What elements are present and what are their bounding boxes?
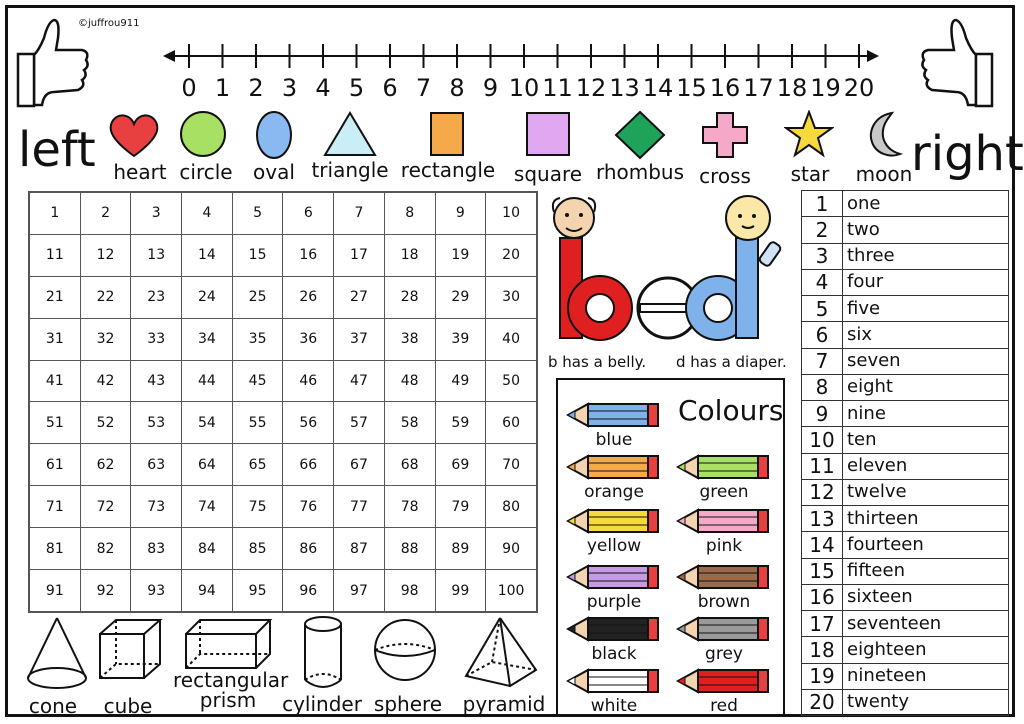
- number-line-label: 1: [214, 74, 231, 102]
- triangle-icon: [322, 110, 378, 158]
- hundred-chart-cell: 70: [486, 444, 537, 486]
- hundred-chart-cell: 81: [30, 528, 81, 570]
- hundred-chart-cell: 65: [232, 444, 283, 486]
- number-line-label: 9: [482, 74, 499, 102]
- number-line-label: 14: [642, 74, 674, 102]
- hundred-chart-row: [30, 318, 537, 360]
- d-caption: d has a diaper.: [676, 353, 787, 371]
- hundred-chart-cell: 29: [435, 276, 486, 318]
- left-label: left: [18, 122, 96, 178]
- shape-label-oval: oval: [253, 160, 295, 184]
- number-word-numeral: 10: [802, 427, 843, 453]
- shape-label-heart: heart: [113, 160, 167, 184]
- number-line-label: 3: [281, 74, 298, 102]
- number-word-row: [802, 453, 1009, 479]
- number-word-numeral: 8: [802, 374, 843, 400]
- number-word-row: [802, 243, 1009, 269]
- number-word-text: thirteen: [843, 506, 1009, 532]
- pencil-black-icon: [566, 616, 661, 642]
- number-word-text: one: [843, 191, 1009, 217]
- number-word-text: two: [843, 217, 1009, 243]
- hundred-chart-cell: 5: [232, 193, 283, 235]
- number-word-row: [802, 532, 1009, 558]
- hundred-chart-cell: 85: [232, 528, 283, 570]
- number-word-text: fourteen: [843, 532, 1009, 558]
- cross-icon: [700, 110, 750, 160]
- rectangle-icon: [428, 110, 466, 158]
- hundred-chart-cell: 8: [384, 193, 435, 235]
- pencil-brown-icon: [676, 564, 771, 590]
- hundred-chart-cell: 35: [232, 318, 283, 360]
- hundred-chart-cell: 78: [384, 486, 435, 528]
- hundred-chart-cell: 86: [283, 528, 334, 570]
- pencil-yellow-icon: [566, 508, 661, 534]
- bed-letters-panel: [540, 190, 795, 375]
- number-word-row: [802, 191, 1009, 217]
- hundred-chart-cell: 58: [384, 402, 435, 444]
- shapes-row: [108, 110, 918, 190]
- hundred-chart-cell: 66: [283, 444, 334, 486]
- hundred-chart-cell: 49: [435, 360, 486, 402]
- number-word-row: [802, 427, 1009, 453]
- solid-label-cube: cube: [103, 694, 153, 718]
- hundred-chart-cell: 71: [30, 486, 81, 528]
- hundred-chart-cell: 44: [182, 360, 233, 402]
- number-word-row: [802, 637, 1009, 663]
- hundred-chart-cell: 36: [283, 318, 334, 360]
- number-word-row: [802, 348, 1009, 374]
- hundred-chart-cell: 73: [131, 486, 182, 528]
- pencil-white-icon: [566, 668, 661, 694]
- number-word-text: ten: [843, 427, 1009, 453]
- hundred-chart-cell: 48: [384, 360, 435, 402]
- b-caption: b has a belly.: [548, 353, 647, 371]
- hundred-chart-cell: 7: [334, 193, 385, 235]
- hundred-chart: [28, 191, 538, 613]
- hundred-chart-row: [30, 528, 537, 570]
- shape-label-triangle: triangle: [311, 158, 389, 182]
- solid-label-pyramid: pyramid: [462, 692, 546, 716]
- hundred-chart-cell: 91: [30, 570, 81, 612]
- hundred-chart-cell: 92: [80, 570, 131, 612]
- colour-label-brown: brown: [697, 592, 751, 612]
- hundred-chart-row: [30, 402, 537, 444]
- rhombus-icon: [614, 110, 666, 160]
- shape-label-cross: cross: [699, 164, 751, 188]
- number-word-row: [802, 479, 1009, 505]
- number-word-numeral: 7: [802, 348, 843, 374]
- hundred-chart-cell: 4: [182, 193, 233, 235]
- number-word-text: twenty: [843, 689, 1009, 715]
- hundred-chart-cell: 55: [232, 402, 283, 444]
- hundred-chart-cell: 60: [486, 402, 537, 444]
- number-line-label: 20: [843, 74, 875, 102]
- shape-label-moon: moon: [855, 162, 913, 186]
- bed-illustration-icon: [540, 190, 795, 350]
- hundred-chart-row: [30, 444, 537, 486]
- hundred-chart-cell: 59: [435, 402, 486, 444]
- hundred-chart-row: [30, 360, 537, 402]
- number-word-text: nineteen: [843, 663, 1009, 689]
- number-word-numeral: 20: [802, 689, 843, 715]
- number-word-row: [802, 269, 1009, 295]
- hundred-chart-cell: 25: [232, 276, 283, 318]
- hundred-chart-cell: 82: [80, 528, 131, 570]
- solid-label-sphere: sphere: [373, 692, 443, 716]
- number-word-row: [802, 584, 1009, 610]
- colour-label-yellow: yellow: [586, 536, 642, 556]
- number-words-table: [801, 190, 1009, 716]
- hundred-chart-cell: 50: [486, 360, 537, 402]
- hundred-chart-cell: 28: [384, 276, 435, 318]
- number-word-text: six: [843, 322, 1009, 348]
- hundred-chart-cell: 72: [80, 486, 131, 528]
- hundred-chart-cell: 77: [334, 486, 385, 528]
- hundred-chart-row: [30, 486, 537, 528]
- number-word-numeral: 15: [802, 558, 843, 584]
- hundred-chart-cell: 40: [486, 318, 537, 360]
- number-line: [163, 42, 883, 102]
- hundred-chart-cell: 38: [384, 318, 435, 360]
- number-word-row: [802, 322, 1009, 348]
- right-label: right: [911, 126, 1024, 182]
- pencil-blue-icon: [566, 402, 661, 428]
- hundred-chart-cell: 62: [80, 444, 131, 486]
- number-line-label: 19: [810, 74, 841, 102]
- hundred-chart-cell: 26: [283, 276, 334, 318]
- hundred-chart-cell: 19: [435, 234, 486, 276]
- hundred-chart-cell: 83: [131, 528, 182, 570]
- hundred-chart-cell: 90: [486, 528, 537, 570]
- hundred-chart-cell: 47: [334, 360, 385, 402]
- hundred-chart-cell: 75: [232, 486, 283, 528]
- number-line-label: 15: [676, 74, 707, 102]
- hundred-chart-cell: 80: [486, 486, 537, 528]
- heart-icon: [108, 112, 160, 158]
- number-line-label: 11: [542, 74, 573, 102]
- number-line-label: 13: [609, 74, 640, 102]
- shape-label-circle: circle: [179, 160, 233, 184]
- hundred-chart-cell: 20: [486, 234, 537, 276]
- colour-label-grey: grey: [705, 644, 743, 664]
- hundred-chart-cell: 1: [30, 193, 81, 235]
- hundred-chart-cell: 31: [30, 318, 81, 360]
- number-word-numeral: 2: [802, 217, 843, 243]
- number-word-row: [802, 296, 1009, 322]
- copyright: ©juffrou911: [78, 18, 140, 29]
- number-word-text: eight: [843, 374, 1009, 400]
- number-word-text: three: [843, 243, 1009, 269]
- shape-label-rhombus: rhombus: [595, 160, 685, 184]
- hundred-chart-cell: 3: [131, 193, 182, 235]
- hundred-chart-cell: 68: [384, 444, 435, 486]
- hundred-chart-cell: 24: [182, 276, 233, 318]
- number-line-label: 5: [348, 74, 365, 102]
- hundred-chart-cell: 99: [435, 570, 486, 612]
- hundred-chart-cell: 97: [334, 570, 385, 612]
- hundred-chart-cell: 18: [384, 234, 435, 276]
- number-word-numeral: 11: [802, 453, 843, 479]
- colour-label-orange: orange: [584, 482, 644, 502]
- number-line-label: 8: [449, 74, 465, 102]
- number-word-text: eleven: [843, 453, 1009, 479]
- hundred-chart-cell: 13: [131, 234, 182, 276]
- hundred-chart-cell: 93: [131, 570, 182, 612]
- number-line-label: 0: [181, 74, 197, 102]
- hundred-chart-row: [30, 276, 537, 318]
- hundred-chart-cell: 89: [435, 528, 486, 570]
- hundred-chart-cell: 27: [334, 276, 385, 318]
- hundred-chart-cell: 76: [283, 486, 334, 528]
- number-word-row: [802, 374, 1009, 400]
- number-line-label: 10: [508, 74, 540, 102]
- hundred-chart-cell: 21: [30, 276, 81, 318]
- number-line-label: 17: [743, 74, 774, 102]
- solid-label-rectangular-prism: rectangular prism: [173, 668, 289, 712]
- number-word-numeral: 9: [802, 401, 843, 427]
- number-word-numeral: 18: [802, 637, 843, 663]
- hundred-chart-cell: 34: [182, 318, 233, 360]
- worksheet: [5, 5, 1024, 718]
- circle-icon: [178, 110, 228, 158]
- colour-label-blue: blue: [595, 430, 633, 450]
- number-line-label: 4: [315, 74, 331, 102]
- hundred-chart-cell: 74: [182, 486, 233, 528]
- hundred-chart-row: [30, 234, 537, 276]
- hundred-chart-cell: 96: [283, 570, 334, 612]
- hundred-chart-cell: 17: [334, 234, 385, 276]
- hundred-chart-cell: 98: [384, 570, 435, 612]
- hundred-chart-cell: 42: [80, 360, 131, 402]
- hundred-chart-cell: 56: [283, 402, 334, 444]
- hundred-chart-cell: 61: [30, 444, 81, 486]
- hundred-chart-cell: 14: [182, 234, 233, 276]
- hundred-chart-cell: 94: [182, 570, 233, 612]
- colour-label-pink: pink: [705, 536, 743, 556]
- hundred-chart-cell: 39: [435, 318, 486, 360]
- oval-icon: [254, 110, 294, 160]
- hundred-chart-cell: 2: [80, 193, 131, 235]
- number-word-text: fifteen: [843, 558, 1009, 584]
- number-word-text: nine: [843, 401, 1009, 427]
- colours-panel: [556, 378, 785, 716]
- number-word-text: sixteen: [843, 584, 1009, 610]
- hundred-chart-cell: 12: [80, 234, 131, 276]
- hundred-chart-cell: 100: [486, 570, 537, 612]
- hundred-chart-cell: 6: [283, 193, 334, 235]
- hundred-chart-cell: 79: [435, 486, 486, 528]
- hundred-chart-cell: 10: [486, 193, 537, 235]
- hundred-chart-cell: 64: [182, 444, 233, 486]
- hundred-chart-cell: 37: [334, 318, 385, 360]
- number-word-numeral: 5: [802, 296, 843, 322]
- shape-label-star: star: [790, 162, 830, 186]
- hundred-chart-cell: 22: [80, 276, 131, 318]
- hundred-chart-cell: 57: [334, 402, 385, 444]
- number-line-label: 7: [415, 74, 432, 102]
- hundred-chart-row: [30, 193, 537, 235]
- colour-label-red: red: [710, 696, 738, 716]
- hundred-chart-cell: 52: [80, 402, 131, 444]
- number-word-text: four: [843, 269, 1009, 295]
- number-word-text: five: [843, 296, 1009, 322]
- left-thumbs-up-icon: [14, 10, 94, 110]
- colour-label-purple: purple: [586, 592, 642, 612]
- star-icon: [784, 110, 834, 158]
- number-word-numeral: 17: [802, 611, 843, 637]
- number-word-row: [802, 401, 1009, 427]
- pencil-orange-icon: [566, 454, 661, 480]
- solid-label-cone: cone: [28, 694, 78, 718]
- hundred-chart-cell: 53: [131, 402, 182, 444]
- hundred-chart-cell: 43: [131, 360, 182, 402]
- number-word-row: [802, 689, 1009, 715]
- hundred-chart-cell: 69: [435, 444, 486, 486]
- number-word-numeral: 16: [802, 584, 843, 610]
- hundred-chart-cell: 9: [435, 193, 486, 235]
- number-line-label: 18: [776, 74, 808, 102]
- hundred-chart-cell: 95: [232, 570, 283, 612]
- pencil-purple-icon: [566, 564, 661, 590]
- number-word-row: [802, 611, 1009, 637]
- number-line-label: 6: [382, 74, 398, 102]
- hundred-chart-cell: 46: [283, 360, 334, 402]
- pencil-red-icon: [676, 668, 771, 694]
- solid-label-cylinder: cylinder: [282, 692, 362, 716]
- hundred-chart-cell: 33: [131, 318, 182, 360]
- number-word-row: [802, 506, 1009, 532]
- number-line-label: 16: [709, 74, 741, 102]
- number-word-numeral: 12: [802, 479, 843, 505]
- number-word-numeral: 1: [802, 191, 843, 217]
- hundred-chart-cell: 63: [131, 444, 182, 486]
- colour-label-white: white: [590, 696, 638, 716]
- number-word-row: [802, 663, 1009, 689]
- number-word-row: [802, 217, 1009, 243]
- hundred-chart-cell: 54: [182, 402, 233, 444]
- number-word-numeral: 19: [802, 663, 843, 689]
- hundred-chart-row: [30, 570, 537, 612]
- hundred-chart-cell: 88: [384, 528, 435, 570]
- number-word-numeral: 4: [802, 269, 843, 295]
- pencil-pink-icon: [676, 508, 771, 534]
- hundred-chart-cell: 16: [283, 234, 334, 276]
- hundred-chart-cell: 87: [334, 528, 385, 570]
- shape-label-rectangle: rectangle: [400, 158, 496, 182]
- colour-label-black: black: [591, 644, 637, 664]
- hundred-chart-cell: 41: [30, 360, 81, 402]
- number-word-numeral: 6: [802, 322, 843, 348]
- hundred-chart-cell: 23: [131, 276, 182, 318]
- hundred-chart-cell: 11: [30, 234, 81, 276]
- number-word-text: seventeen: [843, 611, 1009, 637]
- number-word-numeral: 13: [802, 506, 843, 532]
- number-word-text: twelve: [843, 479, 1009, 505]
- pencil-grey-icon: [676, 616, 771, 642]
- moon-icon: [864, 110, 904, 160]
- hundred-chart-cell: 51: [30, 402, 81, 444]
- number-word-text: seven: [843, 348, 1009, 374]
- number-word-text: eighteen: [843, 637, 1009, 663]
- number-word-numeral: 14: [802, 532, 843, 558]
- shape-label-square: square: [513, 162, 583, 186]
- number-line-label: 2: [248, 74, 264, 102]
- square-icon: [524, 110, 572, 158]
- hundred-chart-cell: 45: [232, 360, 283, 402]
- right-thumbs-up-icon: [916, 10, 996, 110]
- number-word-row: [802, 558, 1009, 584]
- hundred-chart-cell: 67: [334, 444, 385, 486]
- pencil-green-icon: [676, 454, 771, 480]
- number-line-label: 12: [575, 74, 607, 102]
- hundred-chart-cell: 84: [182, 528, 233, 570]
- hundred-chart-cell: 32: [80, 318, 131, 360]
- colour-label-green: green: [699, 482, 749, 502]
- number-word-numeral: 3: [802, 243, 843, 269]
- hundred-chart-cell: 30: [486, 276, 537, 318]
- colours-title: Colours: [678, 394, 784, 427]
- hundred-chart-cell: 15: [232, 234, 283, 276]
